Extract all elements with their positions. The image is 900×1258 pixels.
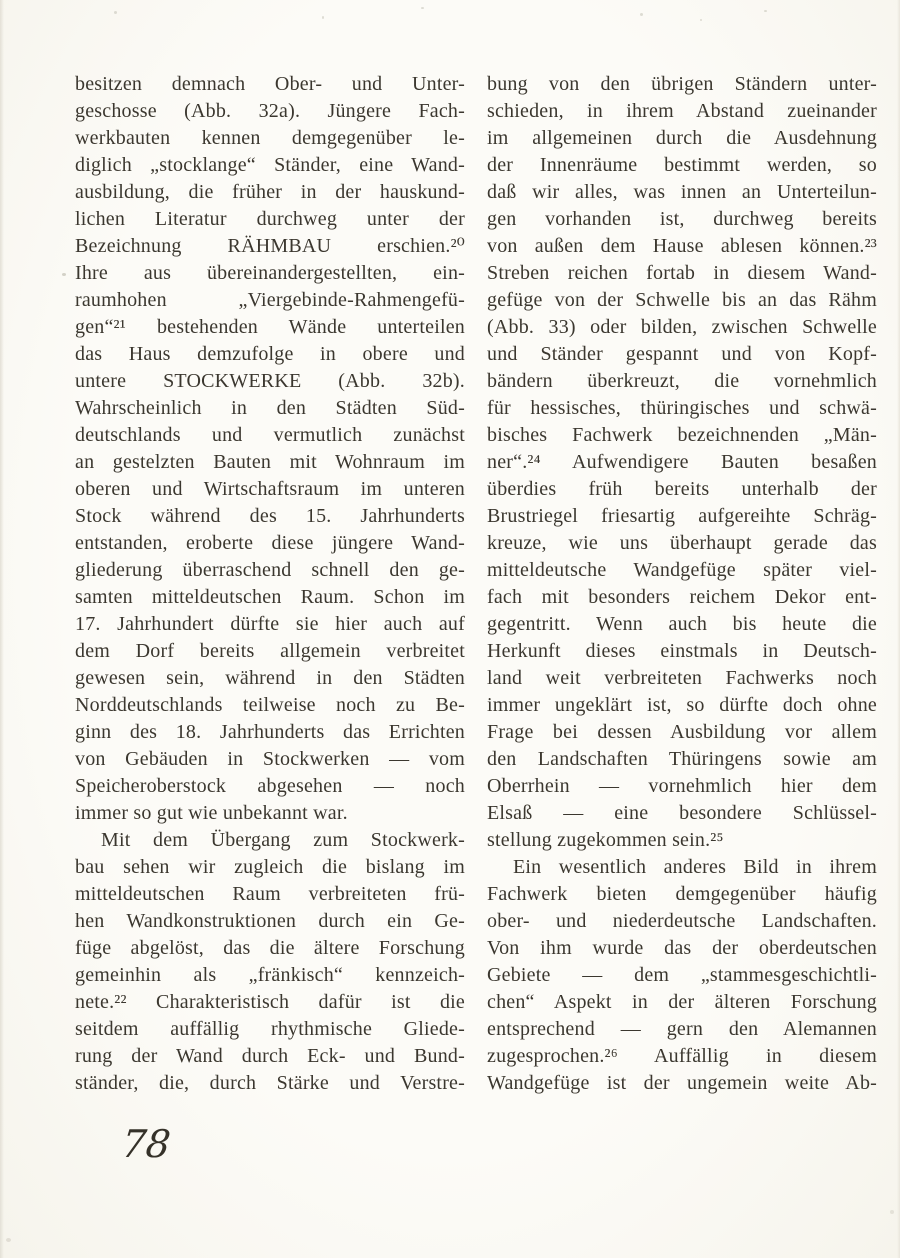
text-line: Streben reichen fortab in diesem Wand- [487,262,877,284]
text-line: ober- und niederdeutsche Landschaften. [487,910,877,932]
text-line: Wahrscheinlich in den Städten Süd- [75,397,465,419]
text-line: kreuze, wie uns überhaupt gerade das [487,532,877,554]
text-line: entsprechend — gern den Alemannen [487,1018,877,1040]
text-line: überdies früh bereits unterhalb der [487,478,877,500]
text-line: bau sehen wir zugleich die bislang im [75,856,465,878]
text-line: gen vorhanden ist, durchweg bereits [487,208,877,230]
scan-speck [322,16,324,19]
text-line: für hessisches, thüringisches und schwä- [487,397,877,419]
text-line: 17. Jahrhundert dürfte sie hier auch auf [75,613,465,635]
text-line: an gestelzten Bauten mit Wohnraum im [75,451,465,473]
text-line: besitzen demnach Ober- und Unter- [75,73,465,95]
text-line: rung der Wand durch Eck- und Bund- [75,1045,465,1067]
text-line: ausbildung, die früher in der hauskund- [75,181,465,203]
text-line: raumhohen „Viergebinde-Rahmengefü- [75,289,465,311]
text-line: Herkunft dieses einstmals in Deutsch- [487,640,877,662]
text-line: Gebiete — dem „stammesgeschichtli- [487,964,877,986]
text-line: zugesprochen.²⁶ Auffällig in diesem [487,1045,877,1067]
text-line: (Abb. 33) oder bilden, zwischen Schwelle [487,316,877,338]
text-line: deutschlands und vermutlich zunächst [75,424,465,446]
text-line: Ihre aus übereinandergestellten, ein- [75,262,465,284]
text-line: bung von den übrigen Ständern unter- [487,73,877,95]
text-line: bändern überkreuzt, die vornehmlich [487,370,877,392]
text-line: Speicheroberstock abgesehen — noch [75,775,465,797]
text-line: land weit verbreiteten Fachwerks noch [487,667,877,689]
text-line: Brustriegel friesartig aufgereihte Schräg- [487,505,877,527]
text-line: dem Dorf bereits allgemein verbreitet [75,640,465,662]
text-line: Ein wesentlich anderes Bild in ihrem [513,856,877,878]
text-line: gewesen sein, während in den Städten [75,667,465,689]
text-line: schieden, in ihrem Abstand zueinander [487,100,877,122]
text-line: den Landschaften Thüringens sowie am [487,748,877,770]
text-line: lichen Literatur durchweg unter der [75,208,465,230]
text-line: von Gebäuden in Stockwerken — vom [75,748,465,770]
text-line: hen Wandkonstruktionen durch ein Ge- [75,910,465,932]
text-line: immer so gut wie unbekannt war. [75,802,348,824]
text-line: gegentritt. Wenn auch bis heute die [487,613,877,635]
text-line: von außen dem Hause ablesen können.²³ [487,235,877,257]
text-line: mitteldeutsche Wandgefüge später viel- [487,559,877,581]
text-line: daß wir alles, was innen an Unterteilun- [487,181,877,203]
scan-speck [700,19,702,21]
scan-speck [890,1210,894,1214]
text-line: immer ungeklärt ist, so dürfte doch ohne [487,694,877,716]
text-line: oberen und Wirtschaftsraum im unteren [75,478,465,500]
text-line: Mit dem Übergang zum Stockwerk- [101,829,465,851]
text-line: ner“.²⁴ Aufwendigere Bauten besaßen [487,451,877,473]
text-line: samten mitteldeutschen Raum. Schon im [75,586,465,608]
text-column-left [75,71,465,1097]
scan-speck [640,13,643,16]
text-line: Elsaß — eine besondere Schlüssel- [487,802,877,824]
text-line: mitteldeutschen Raum verbreiteten frü- [75,883,465,905]
text-line: bisches Fachwerk bezeichnenden „Män- [487,424,877,446]
text-column-right [487,71,877,1097]
text-line: diglich „stocklange“ Ständer, eine Wand- [75,154,465,176]
text-line: im allgemeinen durch die Ausdehnung [487,127,877,149]
text-line: Stock während des 15. Jahrhunderts [75,505,465,527]
text-line: chen“ Aspekt in der älteren Forschung [487,991,877,1013]
text-line: der Innenräume bestimmt werden, so [487,154,877,176]
text-line: gefüge von der Schwelle bis an das Rähm [487,289,877,311]
scan-speck [62,273,66,276]
text-line: untere STOCKWERKE (Abb. 32b). [75,370,465,392]
text-line: nete.²² Charakteristisch dafür ist die [75,991,465,1013]
scan-speck [764,10,767,12]
page-edge-shadow-left [0,0,4,1258]
text-line: Norddeutschlands teilweise noch zu Be- [75,694,465,716]
text-line: stellung zugekommen sein.²⁵ [487,829,724,851]
scan-speck [6,1238,11,1242]
text-line: das Haus demzufolge in obere und [75,343,465,365]
text-line: Oberrhein — vornehmlich hier dem [487,775,877,797]
text-line: gliederung überraschend schnell den ge- [75,559,465,581]
text-line: ständer, die, durch Stärke und Verstre- [75,1072,465,1094]
text-line: Wandgefüge ist der ungemein weite Ab- [487,1072,877,1094]
page-number: 78 [119,1122,173,1166]
scan-speck [421,7,424,9]
text-line: geschosse (Abb. 32a). Jüngere Fach- [75,100,465,122]
text-line: gemeinhin als „fränkisch“ kennzeich- [75,964,465,986]
text-line: füge abgelöst, das die ältere Forschung [75,937,465,959]
text-line: ginn des 18. Jahrhunderts das Errichten [75,721,465,743]
text-line: fach mit besonders reichem Dekor ent- [487,586,877,608]
text-line: werkbauten kennen demgegenüber le- [75,127,465,149]
text-line: und Ständer gespannt und von Kopf- [487,343,877,365]
text-line: Frage bei dessen Ausbildung vor allem [487,721,877,743]
text-line: seitdem auffällig rhythmische Gliede- [75,1018,465,1040]
text-line: entstanden, eroberte diese jüngere Wand- [75,532,465,554]
text-line: Bezeichnung RÄHMBAU erschien.²⁰ [75,235,465,257]
text-line: Fachwerk bieten demgegenüber häufig [487,883,877,905]
text-line: Von ihm wurde das der oberdeutschen [487,937,877,959]
scan-speck [114,11,117,14]
text-line: gen“²¹ bestehenden Wände unterteilen [75,316,465,338]
